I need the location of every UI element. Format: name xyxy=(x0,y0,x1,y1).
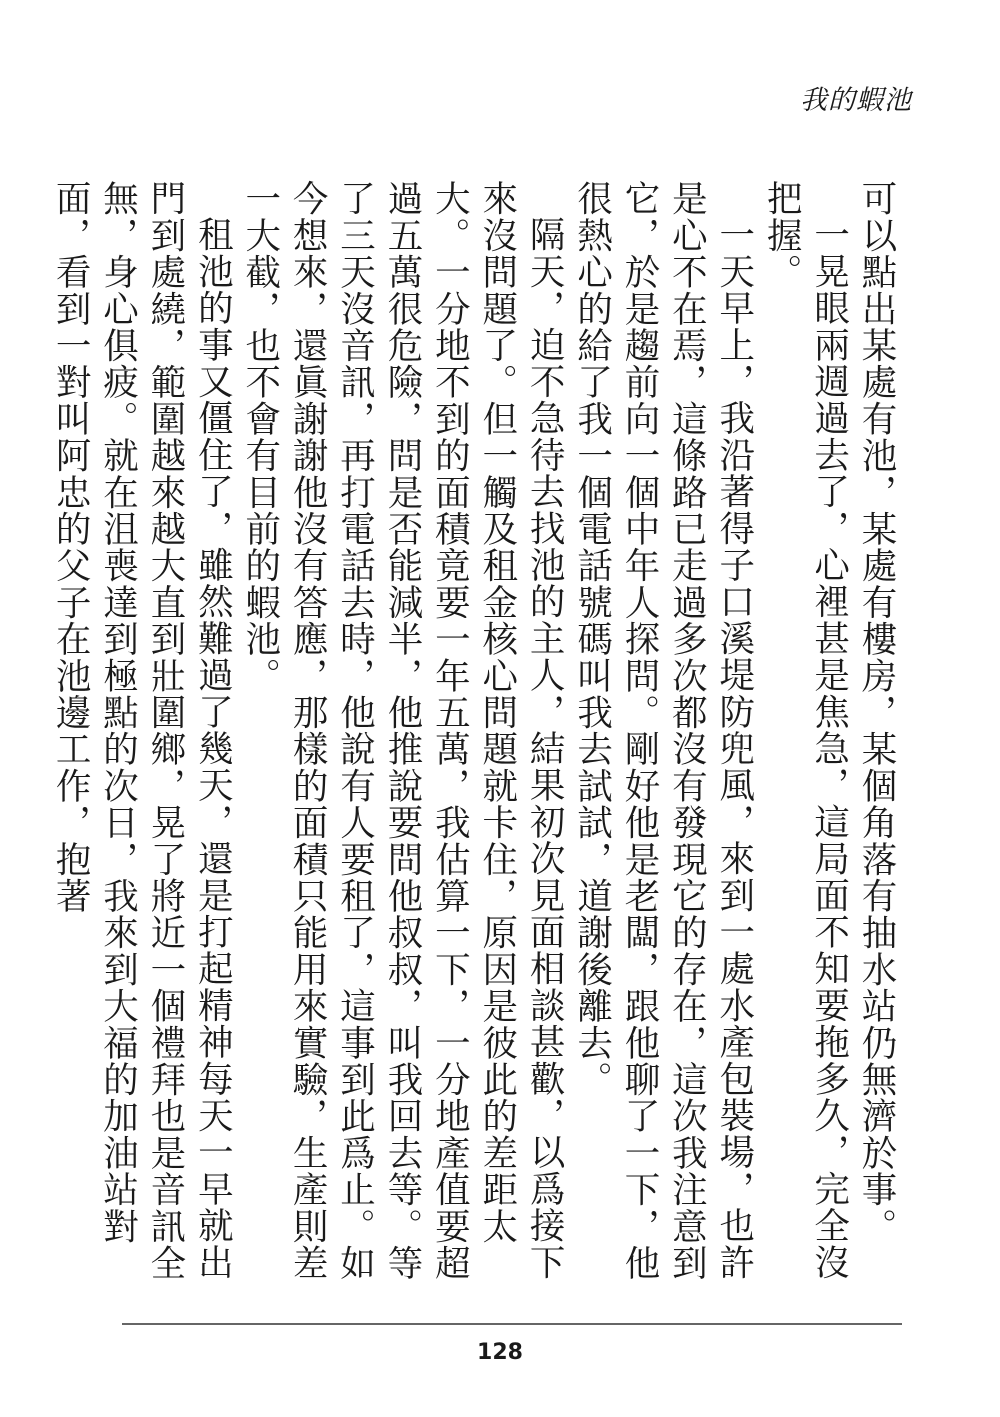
paragraph-1: 可以點出某處有池，某處有樓房，某個角落有抽水站仍無濟於事。 xyxy=(856,180,897,1245)
paragraph-5: 租池的事又僵住了，雖然難過了幾天，還是打起精神每天一早就出門到處繞，範圍越來越大直到壯圍鄉，晃了將近一個禮拜也是音訊全無，身心俱疲。就在沮喪達到極點的次日，我來到大福的加油站對面，看到一對叫阿忠的父子在池邊工作，抱著 xyxy=(50,180,234,1281)
paragraph-2: 一晃眼兩週過去了，心裡甚是焦急，這局面不知要拖多久，完全沒把握。 xyxy=(761,180,850,1280)
running-head-title: 我的蝦池 xyxy=(800,85,912,116)
paragraph-4: 隔天，迫不急待去找池的主人，結果初次見面相談甚歡，以爲接下來沒問題了。但一觸及租金核心問題就卡住，原因是彼此的差距太大。一分地不到的面積竟要一年五萬，我估算一下，一分地產值要超過五萬很危險，問是否能減半，他推說要問他叔叔，叫我回去等。等了三天沒音訊，再打電話去時，他說有人要租了，這事到此爲止。如今想來，還眞謝謝他沒有答應，那樣的面積只能用來實驗，生產則差一大截，也不會有目前的蝦池。 xyxy=(239,180,566,1281)
footer-divider xyxy=(122,1323,902,1325)
vertical-text-block xyxy=(50,180,900,1300)
paragraph-3: 一天早上，我沿著得子口溪堤防兜風，來到一處水產包裝場，也許是心不在焉，這條路已走過多次都沒有發現它的存在，這次我注意到它，於是趨前向一個中年人探問。剛好他是老闆，跟他聊了一下，他很熱心的給了我一個電話號碼叫我去試試，道謝後離去。 xyxy=(571,180,755,1281)
page-number: 128 xyxy=(477,1340,523,1365)
